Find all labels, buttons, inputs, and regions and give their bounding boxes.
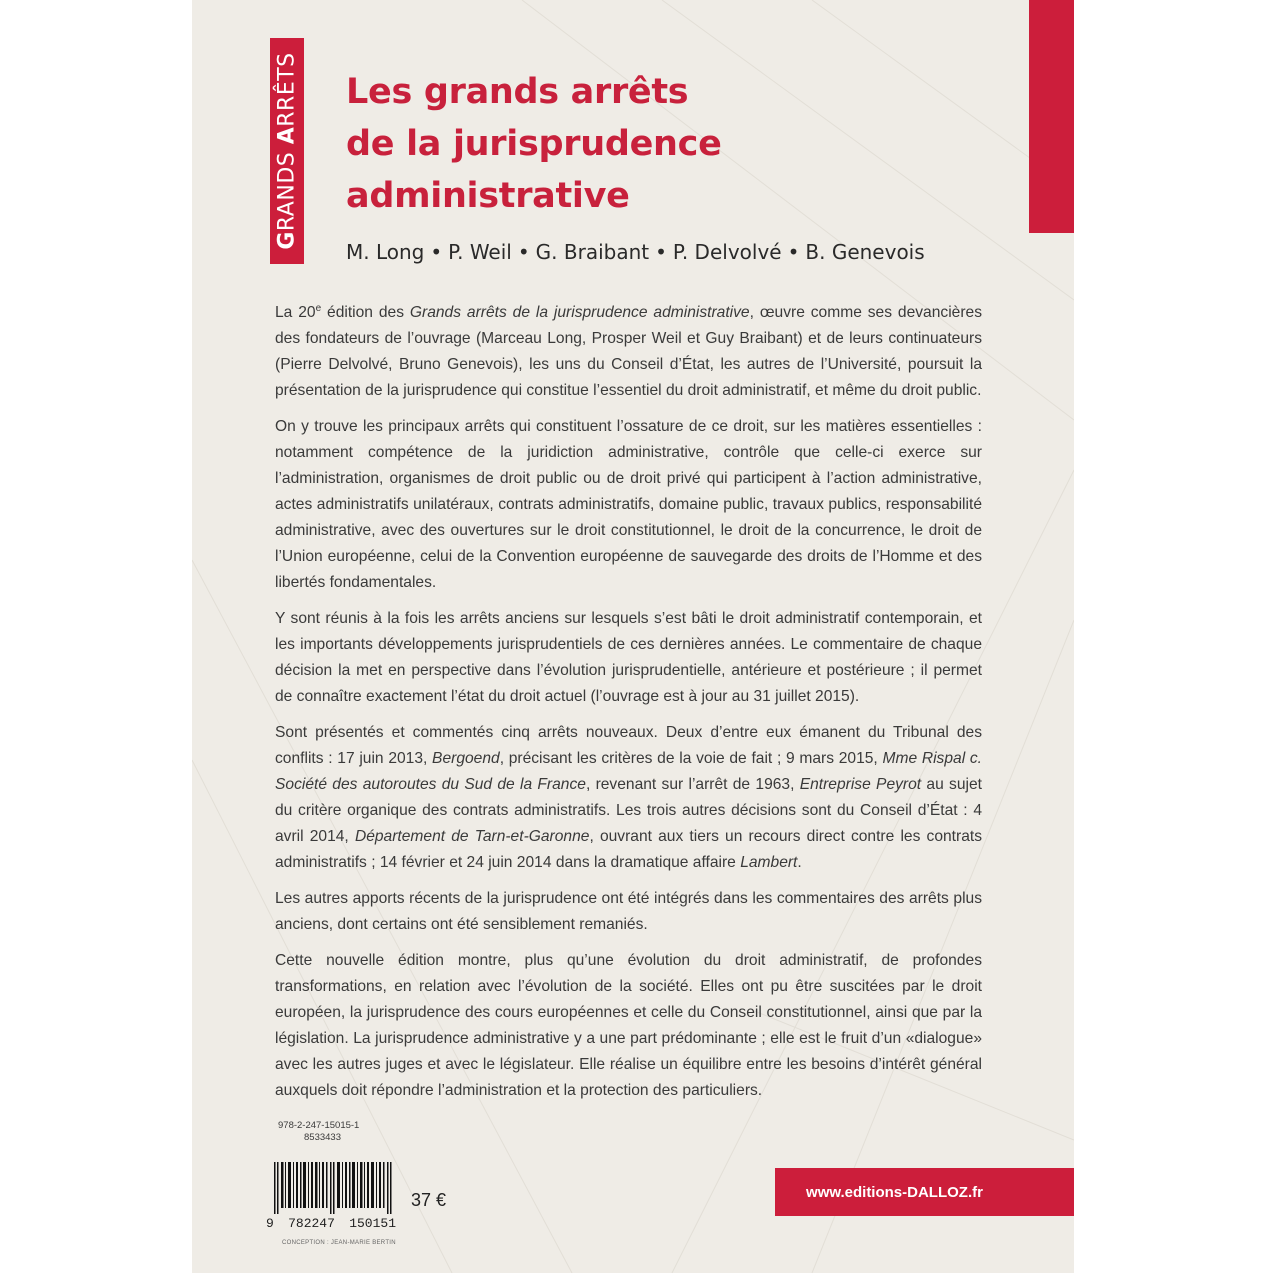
series-label: GRANDS ARRÊTS [274, 52, 300, 250]
title-line-3: administrative [346, 176, 630, 216]
website-link[interactable]: www.editions-DALLOZ.fr [806, 1183, 983, 1201]
book-title [346, 66, 906, 222]
author-separator: • [517, 240, 530, 264]
author-separator: • [430, 240, 443, 264]
title-line-1: Les grands arrêts [346, 72, 689, 112]
blurb-paragraph-6: Cette nouvelle édition montre, plus qu’une évolution du droit administratif, de profondes transformations, en relation avec l’évolution de la société. Elles ont pu être suscitées par le droit européen, la jurisprudence des cours européennes et celle du Conseil constitutionnel, ainsi que par la législation. La jurisprudence administrative y a une part prédominante ; elle est le fruit d’un «dialogue» avec les autres juges et avec le législateur. Elle réalise un équilibre entre les besoins d’intérêt général auxquels doit répondre l’administration et la protection des particuliers. [275, 952, 982, 1100]
barcode-icon [274, 1162, 392, 1214]
isbn-block [278, 1120, 359, 1144]
barcode-digits: 9 782247 150151 [266, 1216, 396, 1231]
barcode [266, 1162, 396, 1244]
blurb-paragraph-3: Y sont réunis à la fois les arrêts anciens sur lesquels s’est bâti le droit administratif contemporain, et les importants développements jurisprudentiels de ces dernières années. Le commentaire de chaque décision la met en perspective dans l’évolution jurisprudentielle, antérieure et postérieure ; il permet de connaître exactement l’état du droit actuel (l’ouvrage est à jour au 31 juillet 2015). [275, 610, 982, 706]
blurb-paragraph-5: Les autres apports récents de la jurisprudence ont été intégrés dans les commentaires des arrêts plus anciens, dont certains ont été sensiblement remaniés. [275, 890, 982, 934]
series-label-bar [270, 38, 304, 264]
author-name: M. Long [346, 240, 425, 264]
isbn-number: 978-2-247-15015-1 [278, 1120, 360, 1131]
author-name: G. Braibant [535, 240, 650, 264]
website-banner [775, 1168, 1074, 1216]
blurb-text [275, 296, 982, 1114]
design-credit: CONCEPTION : JEAN-MARIE BERTIN [282, 1240, 396, 1246]
book-back-cover [192, 0, 1074, 1273]
blurb-paragraph-1: La 20e édition des Grands arrêts de la jurisprudence administrative, œuvre comme ses devancières des fondateurs de l’ouvrage (Marceau Long, Prosper Weil et Guy Braibant) et de leurs continuateurs (Pierre Delvolvé, Bruno Genevois), les uns du Conseil d’État, les autres de l’Université, poursuit la présentation de la jurisprudence qui constitue l’essentiel du droit administratif, et même du droit public. [275, 303, 982, 400]
author-name: B. Genevois [805, 240, 925, 264]
author-separator: • [655, 240, 667, 264]
blurb-paragraph-2: On y trouve les principaux arrêts qui constituent l’ossature de ce droit, sur les matières essentielles : notamment compétence de la juridiction administrative, contrôle que celle-ci exerce sur l’administration, organismes de droit public ou de droit privé qui participent à l’action administrative, actes administratifs unilatéraux, contrats administratifs, domaine public, travaux publics, responsabilité administrative, avec des ouvertures sur le droit constitutionnel, le droit de la concurrence, le droit de l’Union européenne, celui de la Convention européenne de sauvegarde des droits de l’Homme et des libertés fondamentales. [275, 418, 982, 592]
top-right-accent-block [1029, 0, 1074, 233]
author-separator: • [787, 240, 800, 264]
author-list [346, 240, 925, 264]
author-name: P. Delvolvé [672, 240, 782, 264]
price-label: 37 € [411, 1190, 447, 1210]
blurb-paragraph-4: Sont présentés et commentés cinq arrêts nouveaux. Deux d’entre eux émanent du Tribunal des conflits : 17 juin 2013, Bergoend, précisant les critères de la voie de fait ; 9 mars 2015, Mme Rispal c. Société des autoroutes du Sud de la France, revenant sur l’arrêt de 1963, Entreprise Peyrot au sujet du critère organique des contrats administratifs. Les trois autres décisions sont du Conseil d’État : 4 avril 2014, Département de Tarn-et-Garonne, ouvrant aux tiers un recours direct contre les contrats administratifs ; 14 février et 24 juin 2014 dans la dramatique affaire Lambert. [275, 724, 983, 872]
author-name: P. Weil [448, 240, 512, 264]
title-line-2: de la jurisprudence [346, 124, 722, 164]
product-code: 8533433 [304, 1132, 341, 1143]
